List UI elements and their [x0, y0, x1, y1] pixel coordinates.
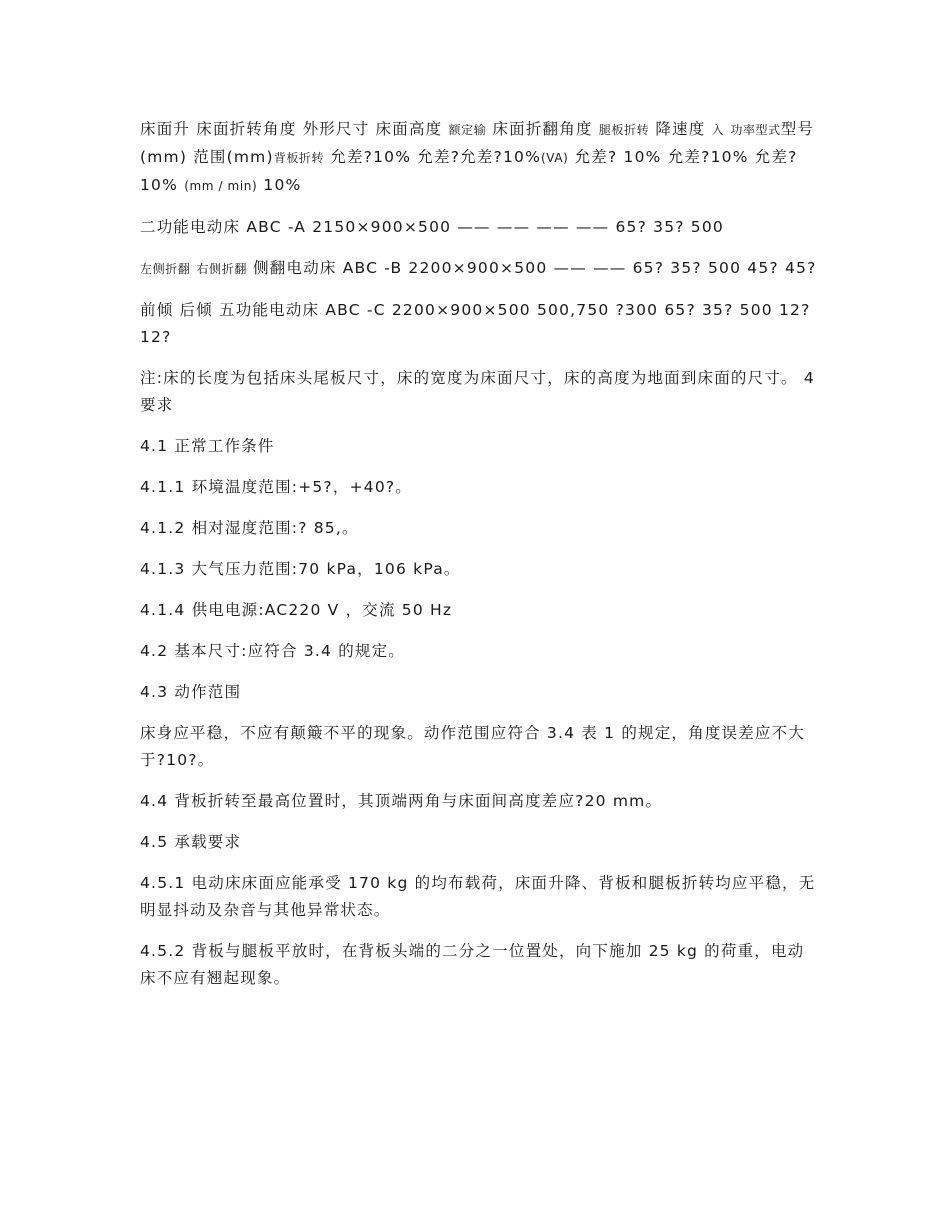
- header-lower-speed: 降速度: [655, 120, 706, 138]
- section-4-5-2: 4.5.2 背板与腿板平放时，在背板头端的二分之一位置处，向下施加 25 kg 的荷重，电动床不应有翘起现象。: [140, 942, 805, 987]
- row-b-text: 侧翻电动床 ABC -B 2200×900×500 —— —— 65? 35? 500 45? 45?: [253, 259, 817, 277]
- section-4-1-1: 4.1.1 环境温度范围:+5?，+40?。: [140, 478, 413, 496]
- header-unit-va: (VA): [541, 151, 569, 165]
- header-power-type: 功率型式: [730, 123, 781, 137]
- header-tolerance-4: 10%: [623, 148, 662, 166]
- section-4-3: 4.3 动作范围: [140, 683, 242, 701]
- header-bed-height: 床面高度: [375, 120, 443, 138]
- section-4-4: 4.4 背板折转至最高位置时，其顶端两角与床面间高度差应?20 mm。: [140, 792, 663, 810]
- table-row-c: 前倾 后倾 五功能电动床 ABC -C 2200×900×500 500,750 ?300 65? 35? 500 12? 12?: [140, 301, 811, 346]
- header-back-fold: 背板折转: [273, 151, 325, 165]
- header-model-range: 型号 (mm) 范围(mm): [140, 120, 815, 166]
- header-outer-size: 外形尺寸: [302, 120, 370, 138]
- table-row-a: 二功能电动床 ABC -A 2150×900×500 —— —— —— —— 65? 35? 500: [140, 218, 724, 236]
- header-tolerance-5: 允差?10%: [667, 148, 749, 166]
- section-4-5: 4.5 承载要求: [140, 833, 242, 851]
- section-4-1: 4.1 正常工作条件: [140, 437, 275, 455]
- section-4-1-3: 4.1.3 大气压力范围:70 kPa，106 kPa。: [140, 560, 461, 578]
- header-rated-input: 额定输: [448, 123, 487, 137]
- table-row-b: [140, 255, 820, 283]
- section-4-3-body: 床身应平稳，不应有颠簸不平的现象。动作范围应符合 3.4 表 1 的规定，角度误差应不大于?10?。: [140, 724, 806, 769]
- table-header-paragraph: [140, 116, 820, 200]
- header-turn-angle: 床面折翻角度: [492, 120, 593, 138]
- header-tolerance-1: 允差?10%: [330, 148, 412, 166]
- section-4-1-2: 4.1.2 相对湿度范围:? 85,。: [140, 519, 359, 537]
- document-page: [140, 116, 820, 1006]
- table-note: 注:床的长度为包括床头尾板尺寸，床的宽度为床面尺寸，床的高度为地面到床面的尺寸。 4 要求: [140, 369, 815, 414]
- section-4-5-1: 4.5.1 电动床床面应能承受 170 kg 的均布载荷，床面升降、背板和腿板折转均应平稳，无明显抖动及杂音与其他异常状态。: [140, 874, 816, 919]
- header-input: 入: [711, 123, 725, 137]
- row-b-right-flip: 右侧折翻: [196, 262, 247, 276]
- header-tolerance-3: 允差?: [574, 148, 618, 166]
- row-b-left-flip: 左侧折翻: [140, 262, 191, 276]
- header-unit-speed: (mm / min): [184, 179, 258, 193]
- section-4-2: 4.2 基本尺寸:应符合 3.4 的规定。: [140, 642, 406, 660]
- header-tolerance-2: 允差?允差?10%: [417, 148, 542, 166]
- section-4-1-4: 4.1.4 供电电源:AC220 V ，交流 50 Hz: [140, 601, 453, 619]
- header-tolerance-7: 10%: [263, 176, 302, 194]
- header-tolerance-6: 允差?10%: [140, 148, 798, 194]
- header-bed-lift: 床面升: [140, 120, 191, 138]
- header-fold-angle: 床面折转角度: [196, 120, 297, 138]
- header-leg-fold: 腿板折转: [598, 123, 650, 137]
